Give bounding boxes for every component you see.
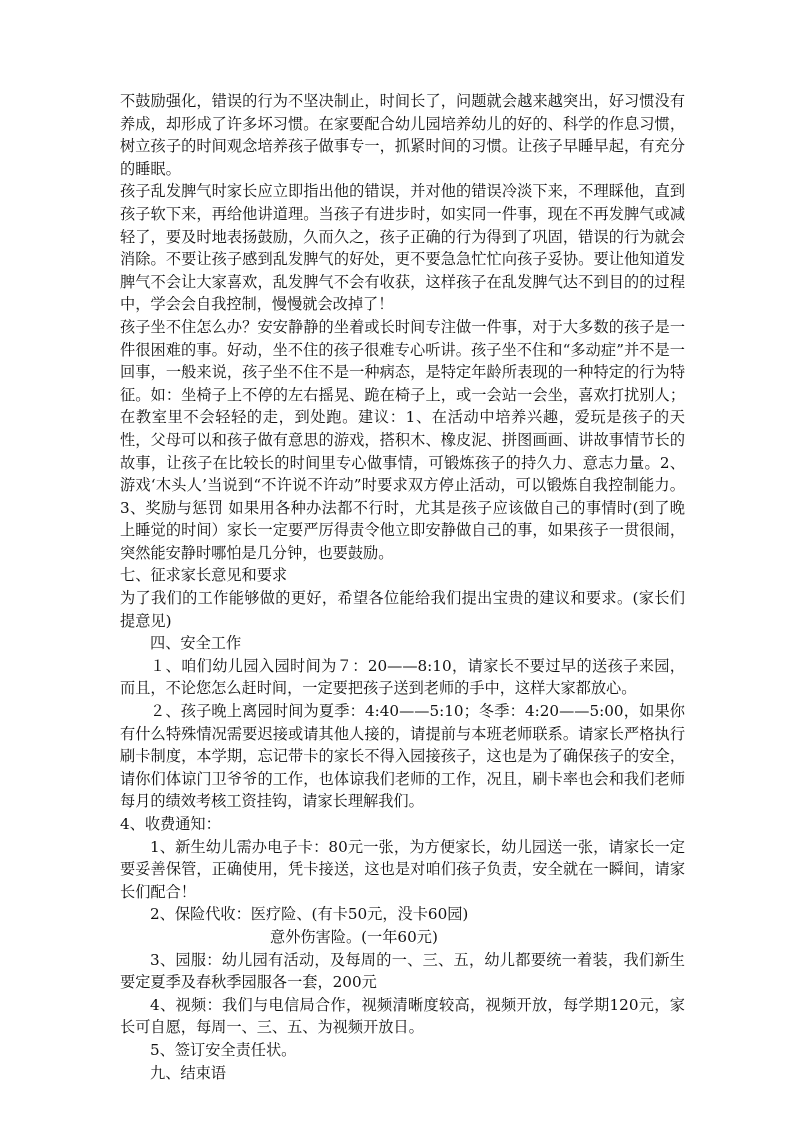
fee-item-2: 2、保险代收：医疗险、(有卡50元，没卡60园) [150, 905, 469, 924]
paragraph-temper: 孩子乱发脾气时家长应立即指出他的错误，并对他的错误冷淡下来，不理睬他，直到孩子软下来，再给他讲道理。当孩子有进步时，如实同一件事，现在不再发脾气或减轻了，要及时地表扬鼓励，久而久之，孩子正确的行为得到了巩固，错误的行为就会消除。不要让孩子感到乱发脾气的好处，更不要急急忙忙向孩子妥协。要让他知道发脾气不会让大家喜欢，乱发脾气不会有收获，这样孩子在乱发脾气达不到目的的过程中，学会会自我控制，慢慢就会改掉了！ [120, 182, 685, 314]
fee-item-4: 4、视频：我们与电信局合作，视频清晰度较高，视频开放，每学期120元，家长可自愿，每周一、三、五、为视频开放日。 [120, 995, 685, 1037]
safety-item-1: １、咱们幼儿园入园时间为７：20——8:10，请家长不要过早的送孩子来园，而且，不论您怎么赶时间，一定要把孩子送到老师的手中，这样大家都放心。 [120, 656, 685, 698]
fee-item-3: 3、园服：幼儿园有活动，及每周的一、三、五，幼儿都要统一着装，我们新生要定夏季及春秋季园服各一套，200元 [120, 950, 685, 992]
section-heading-parent-feedback: 七、征求家长意见和要求 [120, 566, 288, 585]
document-page [120, 90, 685, 1084]
section-heading-safety: 四、安全工作 [150, 634, 242, 653]
section-heading-closing: 九、结束语 [150, 1063, 226, 1082]
section-heading-fees: 4、收费通知： [120, 815, 221, 833]
fee-item-5: 5、签订安全责任状。 [150, 1040, 297, 1059]
paragraph-habits: 不鼓励强化，错误的行为不坚决制止，时间长了，问题就会越来越突出，好习惯没有养成，却形成了许多坏习惯。在家要配合幼儿园培养幼儿的好的、科学的作息习惯，树立孩子的时间观念培养孩子做事专一，抓紧时间的习惯。让孩子早睡早起，有充分的睡眠。 [120, 92, 685, 178]
safety-item-2: ２、孩子晚上离园时间为夏季：4:40——5:10；冬季：4:20——5:00，如果你有什么特殊情况需要迟接或请其他人接的，请提前与本班老师联系。请家长严格执行刷卡制度，本学期，忘记带卡的家长不得入园接孩子，这也是为了确保孩子的安全，请你们体谅门卫爷爷的工作，也体谅我们老师的工作，况且，刷卡率也会和我们老师每月的绩效考核工资挂钩，请家长理解我们。 [120, 702, 685, 811]
fee-item-1: 1、新生幼儿需办电子卡：80元一张，为方便家长，幼儿园送一张，请家长一定要妥善保管，正确使用，凭卡接送，这也是对咱们孩子负责，安全就在一瞬间，请家长们配合！ [120, 837, 685, 901]
paragraph-feedback: 为了我们的工作能够做的更好，希望各位能给我们提出宝贵的建议和要求。(家长们提意见) [120, 589, 685, 630]
fee-item-2-accident: 意外伤害险。(一年60元) [270, 927, 438, 946]
paragraph-sitting: 孩子坐不住怎么办？安安静静的坐着或长时间专注做一件事，对于大多数的孩子是一件很困难的事。好动，坐不住的孩子很难专心听讲。孩子坐不住和“多动症”并不是一回事，一般来说，孩子坐不住不是一种病态，是特定年龄所表现的一种特定的行为特征。如：坐椅子上不停的左右摇晃、跪在椅子上，或一会站一会坐，喜欢打扰别人；在教室里不会轻轻的走，到处跑。建议：1、在活动中培养兴趣，爱玩是孩子的天性，父母可以和孩子做有意思的游戏，搭积木、橡皮泥、拼图画画、讲故事情节长的故事，让孩子在比较长的时间里专心做事情，可锻炼孩子的持久力、意志力量。2、游戏‘木头人’当说到“不许说不许动”时要求双方停止活动，可以锻炼自我控制能力。3、奖励与惩罚 如果用各种办法都不行时，尤其是孩子应该做自己的事情时(到了晚上睡觉的时间）家长一定要严厉得责令他立即安静做自己的事，如果孩子一贯很闹，突然能安静时哪怕是几分钟，也要鼓励。 [120, 317, 685, 562]
